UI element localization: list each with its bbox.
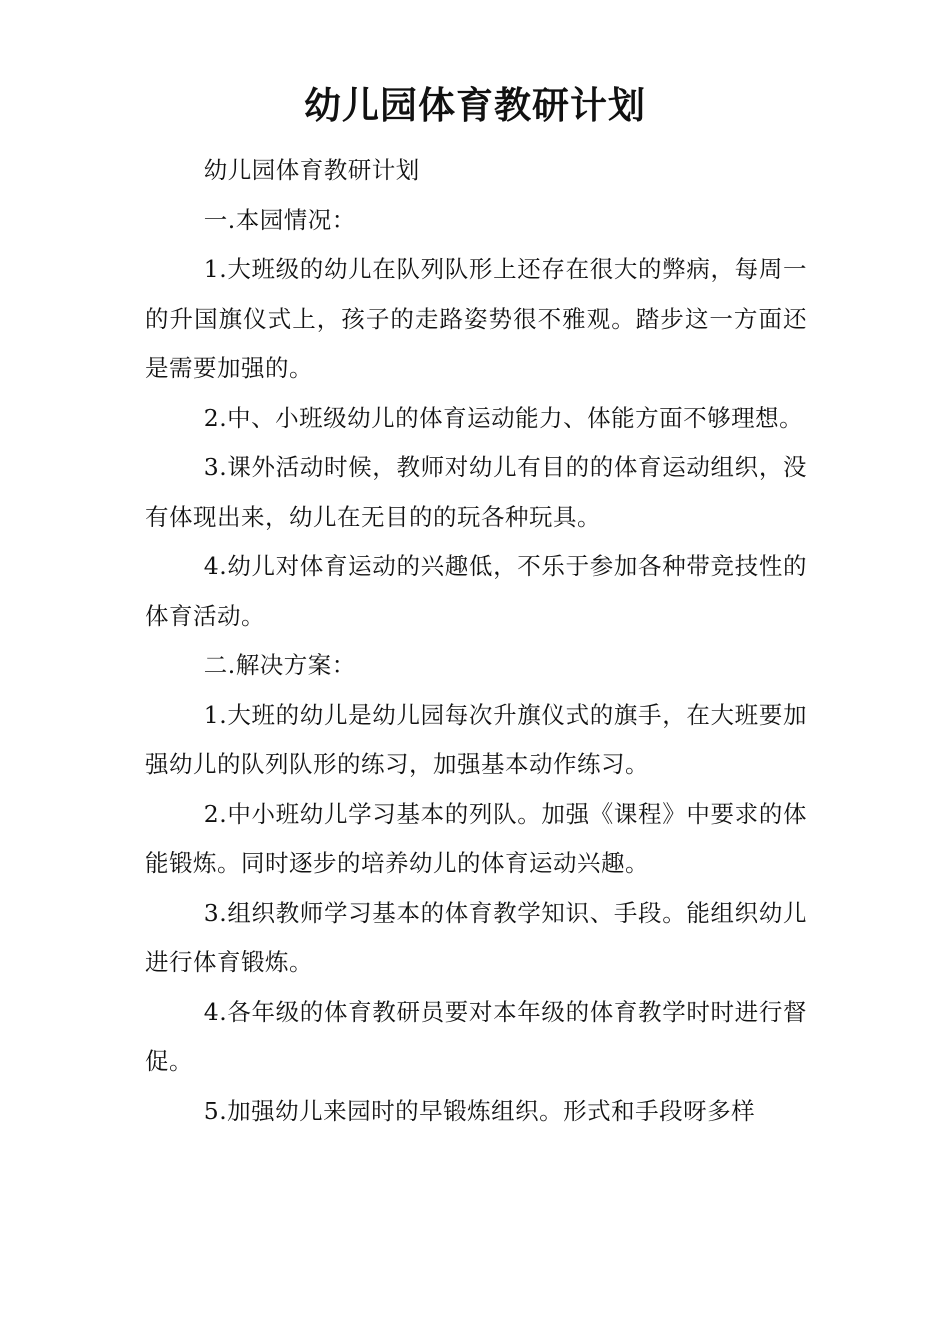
paragraph-solution-5: 5.加强幼儿来园时的早锻炼组织。形式和手段呀多样 — [203, 1096, 756, 1125]
paragraph-situation-4: 4.幼儿对体育运动的兴趣低，不乐于参加各种带竞技性的体育活动。 — [145, 552, 807, 630]
paragraph-solution-1: 1.大班的幼儿是幼儿园每次升旗仪式的旗手，在大班要加强幼儿的队列队形的练习，加强基本动作练习。 — [145, 700, 807, 778]
document-title: 幼儿园体育教研计划 — [304, 84, 646, 127]
section-heading-solutions: 二.解决方案： — [203, 651, 356, 679]
paragraph-situation-2: 2.中、小班级幼儿的体育运动能力、体能方面不够理想。 — [203, 403, 804, 432]
section-heading-situation: 一.本园情况： — [203, 205, 356, 234]
paragraph-solution-4: 4.各年级的体育教研员要对本年级的体育教学时时进行督促。 — [145, 997, 807, 1075]
document-body — [145, 146, 807, 1136]
paragraph-situation-3: 3.课外活动时候，教师对幼儿有目的的体育运动组织，没有体现出来，幼儿在无目的的玩各种玩具。 — [145, 453, 807, 531]
paragraph-subtitle: 幼儿园体育教研计划 — [203, 156, 420, 184]
paragraph-solution-3: 3.组织教师学习基本的体育教学知识、手段。能组织幼儿进行体育锻炼。 — [145, 898, 807, 976]
paragraph-situation-1: 1.大班级的幼儿在队列队形上还存在很大的弊病，每周一的升国旗仪式上，孩子的走路姿势很不雅观。踏步这一方面还是需要加强的。 — [145, 255, 807, 382]
paragraph-solution-2: 2.中小班幼儿学习基本的列队。加强《课程》中要求的体能锻炼。同时逐步的培养幼儿的体育运动兴趣。 — [145, 799, 807, 877]
